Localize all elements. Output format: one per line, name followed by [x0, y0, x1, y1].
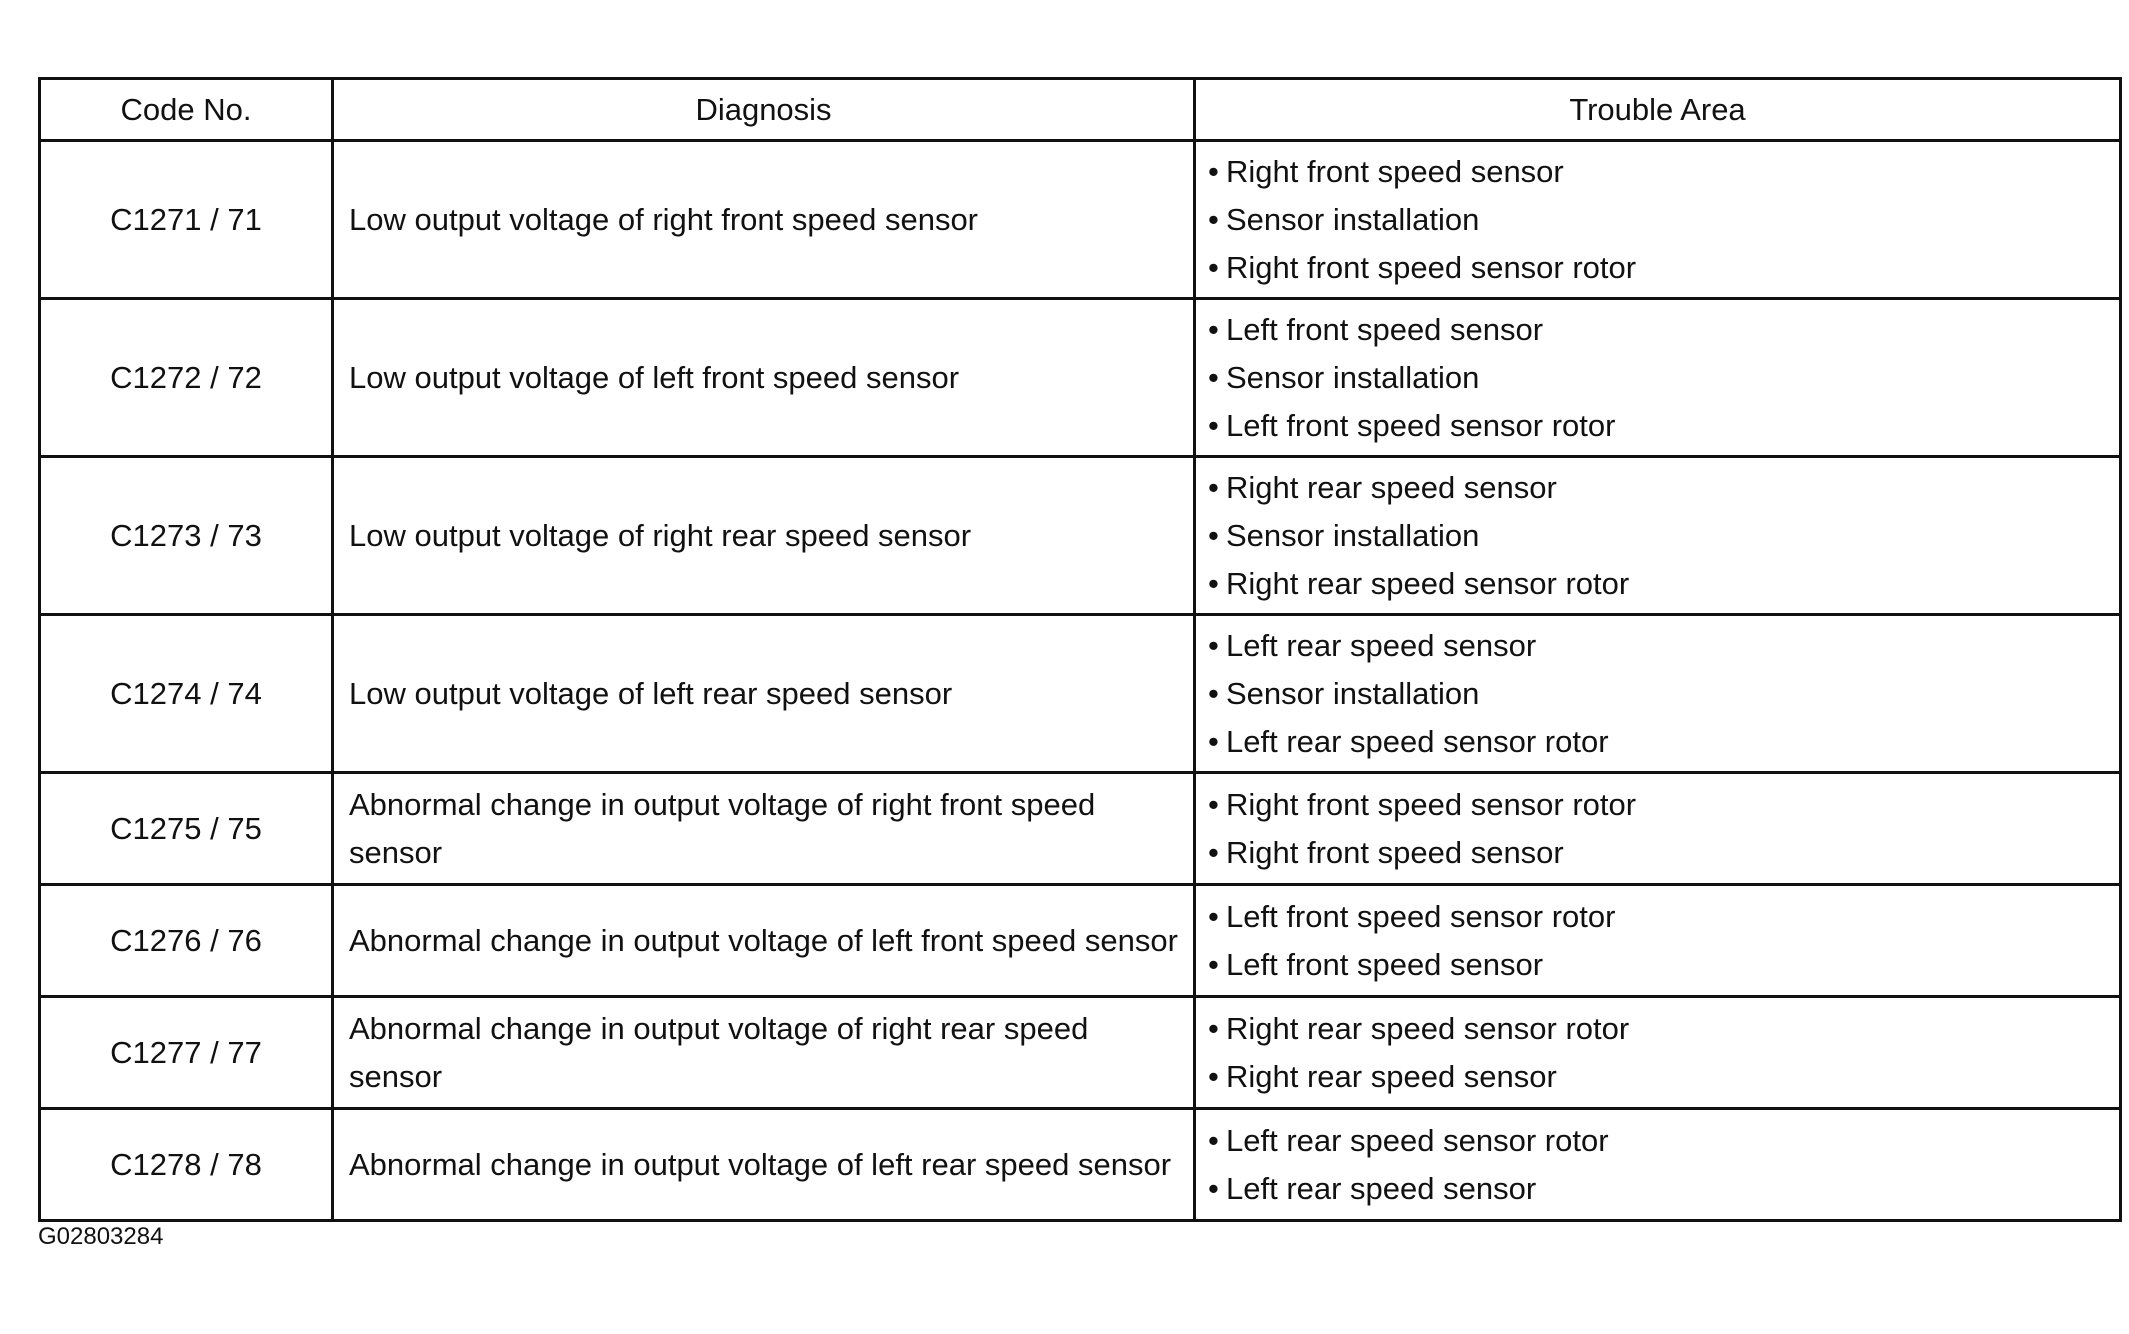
trouble-list	[1208, 1117, 2119, 1213]
bullet-icon: •	[1208, 517, 1219, 553]
bullet-icon: •	[1208, 627, 1219, 663]
bullet-icon: •	[1208, 407, 1219, 443]
trouble-item	[1208, 512, 2119, 560]
trouble-list	[1208, 148, 2119, 292]
trouble-area-cell	[1195, 773, 2121, 885]
trouble-item-text: Right rear speed sensor	[1226, 1058, 1557, 1094]
code-cell: C1274 / 74	[40, 615, 333, 773]
table-row	[40, 457, 2121, 615]
bullet-icon: •	[1208, 946, 1219, 982]
trouble-list	[1208, 1005, 2119, 1101]
trouble-item-text: Left front speed sensor	[1226, 946, 1544, 982]
trouble-item-text: Left front speed sensor rotor	[1226, 898, 1616, 934]
trouble-item-text: Sensor installation	[1226, 517, 1480, 553]
trouble-item	[1208, 1005, 2119, 1053]
trouble-item-text: Left front speed sensor rotor	[1226, 407, 1616, 443]
trouble-item	[1208, 718, 2119, 766]
diagnosis-cell: Abnormal change in output voltage of left front speed sensor	[333, 885, 1195, 997]
table-row	[40, 141, 2121, 299]
bullet-icon: •	[1208, 834, 1219, 870]
trouble-item	[1208, 464, 2119, 512]
trouble-item	[1208, 354, 2119, 402]
trouble-item-text: Right front speed sensor	[1226, 153, 1564, 189]
dtc-table	[38, 77, 2122, 1222]
code-cell: C1276 / 76	[40, 885, 333, 997]
trouble-item-text: Left rear speed sensor	[1226, 627, 1537, 663]
bullet-icon: •	[1208, 153, 1219, 189]
trouble-item	[1208, 941, 2119, 989]
diagnosis-cell: Low output voltage of right rear speed sensor	[333, 457, 1195, 615]
trouble-item	[1208, 622, 2119, 670]
trouble-list	[1208, 464, 2119, 608]
trouble-list	[1208, 781, 2119, 877]
diagnosis-cell: Low output voltage of left front speed sensor	[333, 299, 1195, 457]
trouble-item	[1208, 893, 2119, 941]
bullet-icon: •	[1208, 359, 1219, 395]
bullet-icon: •	[1208, 1122, 1219, 1158]
trouble-item-text: Left rear speed sensor rotor	[1226, 723, 1609, 759]
header-code-no: Code No.	[40, 79, 333, 141]
trouble-item	[1208, 306, 2119, 354]
bullet-icon: •	[1208, 201, 1219, 237]
bullet-icon: •	[1208, 469, 1219, 505]
bullet-icon: •	[1208, 1010, 1219, 1046]
code-cell: C1278 / 78	[40, 1109, 333, 1221]
trouble-item-text: Right rear speed sensor rotor	[1226, 565, 1630, 601]
trouble-item-text: Right rear speed sensor	[1226, 469, 1557, 505]
trouble-item-text: Left front speed sensor	[1226, 311, 1544, 347]
code-cell: C1275 / 75	[40, 773, 333, 885]
table-row	[40, 885, 2121, 997]
trouble-area-cell	[1195, 615, 2121, 773]
trouble-item	[1208, 244, 2119, 292]
diagnosis-cell: Abnormal change in output voltage of right front speed sensor	[333, 773, 1195, 885]
bullet-icon: •	[1208, 1170, 1219, 1206]
trouble-item	[1208, 829, 2119, 877]
trouble-area-cell	[1195, 997, 2121, 1109]
diagnosis-cell: Abnormal change in output voltage of left rear speed sensor	[333, 1109, 1195, 1221]
trouble-item	[1208, 1165, 2119, 1213]
trouble-item	[1208, 196, 2119, 244]
code-cell: C1277 / 77	[40, 997, 333, 1109]
trouble-area-cell	[1195, 141, 2121, 299]
trouble-area-cell	[1195, 1109, 2121, 1221]
trouble-item-text: Sensor installation	[1226, 359, 1480, 395]
trouble-area-cell	[1195, 299, 2121, 457]
trouble-item-text: Right rear speed sensor rotor	[1226, 1010, 1630, 1046]
trouble-item-text: Right front speed sensor rotor	[1226, 249, 1637, 285]
trouble-list	[1208, 893, 2119, 989]
table-row	[40, 299, 2121, 457]
trouble-area-cell	[1195, 457, 2121, 615]
trouble-item	[1208, 560, 2119, 608]
trouble-item-text: Left rear speed sensor	[1226, 1170, 1537, 1206]
trouble-item-text: Right front speed sensor rotor	[1226, 786, 1637, 822]
code-cell: C1272 / 72	[40, 299, 333, 457]
trouble-item	[1208, 670, 2119, 718]
trouble-item-text: Sensor installation	[1226, 675, 1480, 711]
header-row	[40, 79, 2121, 141]
bullet-icon: •	[1208, 1058, 1219, 1094]
trouble-item	[1208, 148, 2119, 196]
table-row	[40, 997, 2121, 1109]
trouble-item-text: Sensor installation	[1226, 201, 1480, 237]
trouble-list	[1208, 622, 2119, 766]
figure-code: G02803284	[38, 1223, 164, 1250]
trouble-item-text: Left rear speed sensor rotor	[1226, 1122, 1609, 1158]
trouble-item	[1208, 1053, 2119, 1101]
table-row	[40, 1109, 2121, 1221]
trouble-list	[1208, 306, 2119, 450]
bullet-icon: •	[1208, 675, 1219, 711]
trouble-item-text: Right front speed sensor	[1226, 834, 1564, 870]
bullet-icon: •	[1208, 249, 1219, 285]
diagnosis-cell: Low output voltage of right front speed sensor	[333, 141, 1195, 299]
header-diagnosis: Diagnosis	[333, 79, 1195, 141]
bullet-icon: •	[1208, 898, 1219, 934]
table-row	[40, 773, 2121, 885]
code-cell: C1271 / 71	[40, 141, 333, 299]
code-cell: C1273 / 73	[40, 457, 333, 615]
trouble-item	[1208, 1117, 2119, 1165]
trouble-area-cell	[1195, 885, 2121, 997]
table-row	[40, 615, 2121, 773]
trouble-item	[1208, 402, 2119, 450]
bullet-icon: •	[1208, 786, 1219, 822]
diagnosis-cell: Low output voltage of left rear speed sensor	[333, 615, 1195, 773]
bullet-icon: •	[1208, 311, 1219, 347]
diagnosis-cell: Abnormal change in output voltage of right rear speed sensor	[333, 997, 1195, 1109]
header-trouble-area: Trouble Area	[1195, 79, 2121, 141]
bullet-icon: •	[1208, 723, 1219, 759]
trouble-item	[1208, 781, 2119, 829]
bullet-icon: •	[1208, 565, 1219, 601]
